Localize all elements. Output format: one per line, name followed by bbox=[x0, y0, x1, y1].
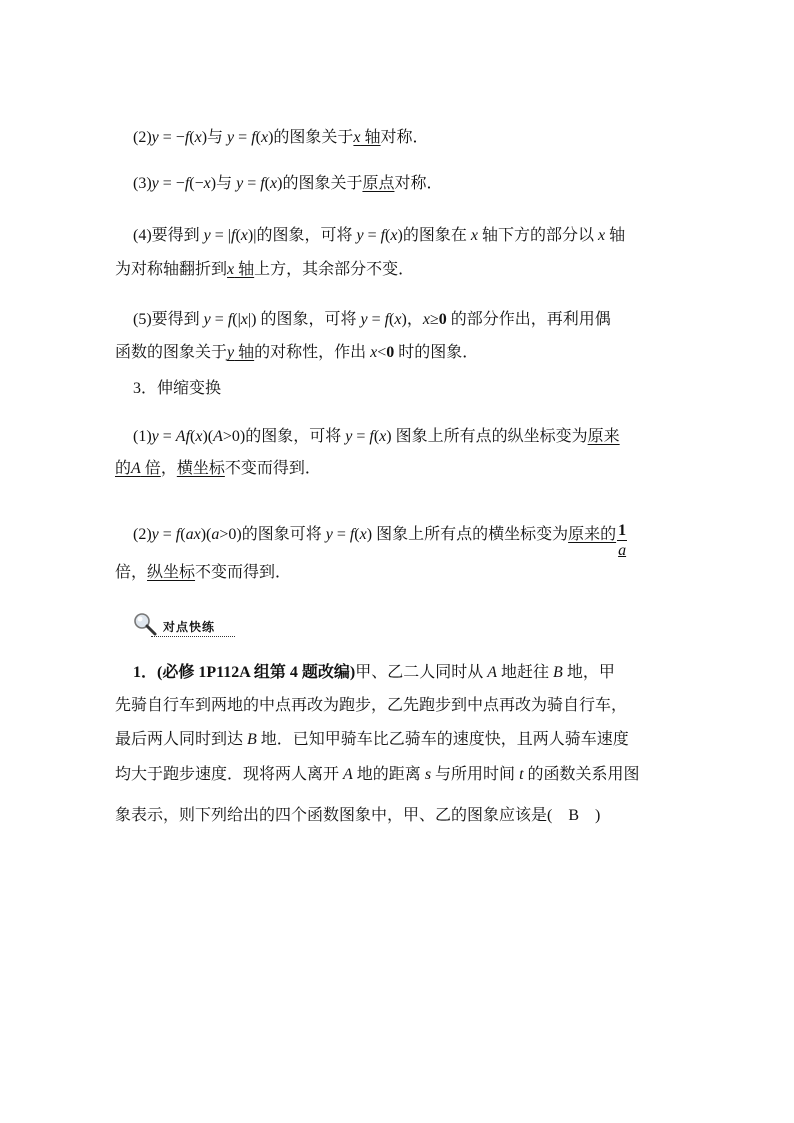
text-segment: = bbox=[367, 311, 385, 328]
text-segment: B bbox=[247, 731, 257, 748]
text-segment: x bbox=[195, 428, 203, 445]
text-segment: (3) bbox=[133, 175, 152, 192]
text-segment: x bbox=[370, 344, 378, 361]
text-segment: = bbox=[234, 129, 252, 146]
underlined-answer: 原点 bbox=[362, 175, 395, 192]
text-line bbox=[115, 696, 627, 716]
text-segment: ( bbox=[235, 227, 241, 244]
text-segment: s bbox=[424, 766, 432, 783]
text-segment: A bbox=[487, 664, 498, 681]
text-line bbox=[133, 128, 429, 148]
practice-divider bbox=[151, 636, 235, 637]
text-segment: x bbox=[270, 175, 278, 192]
text-segment: y bbox=[151, 526, 159, 544]
text-segment: 不变而得到． bbox=[224, 460, 321, 477]
underlined-answer: 倍 bbox=[140, 460, 161, 477]
text-line bbox=[115, 806, 600, 826]
fraction bbox=[617, 522, 627, 561]
text-line bbox=[115, 730, 629, 750]
text-line bbox=[115, 765, 640, 785]
underlined-answer: 原来的 bbox=[568, 526, 617, 544]
text-segment: = bbox=[363, 227, 381, 244]
text-segment: x bbox=[470, 227, 478, 244]
text-segment: < bbox=[377, 344, 387, 361]
text-segment: f bbox=[227, 311, 233, 328]
text-segment: 甲、乙二人同时从 bbox=[355, 664, 488, 681]
text-segment: f bbox=[251, 129, 256, 146]
text-segment: y bbox=[325, 526, 333, 544]
text-segment: = bbox=[158, 428, 176, 445]
text-segment: 的函数关系用图 bbox=[523, 766, 640, 783]
text-segment: 3．伸缩变换 bbox=[133, 380, 222, 397]
text-segment: 倍 bbox=[115, 564, 132, 581]
text-segment: ( bbox=[190, 428, 196, 445]
text-segment: x bbox=[203, 175, 211, 192]
text-segment: ) 图象上所有点的横坐标变为 bbox=[366, 526, 569, 544]
text-segment: 上方，其余部分不变． bbox=[254, 261, 415, 278]
underlined-answer: 轴 bbox=[234, 344, 255, 361]
text-segment: 先骑自行车到两地的中点再改为跑步，乙先跑步到中点再改为骑自行车， bbox=[115, 697, 628, 714]
text-segment: ( bbox=[264, 175, 270, 192]
text-segment: 象表示，则下列给出的四个函数图象中，甲、乙的图象应该是( B ) bbox=[115, 807, 601, 824]
text-segment: 1．(必修 1P112A 组第 4 题改编) bbox=[133, 664, 356, 681]
text-segment: 函数的图象关于 bbox=[115, 344, 228, 361]
text-segment: B bbox=[553, 664, 563, 681]
text-segment: = bbox=[332, 526, 350, 544]
text-segment: A bbox=[343, 766, 353, 783]
magnifier-icon bbox=[133, 612, 159, 636]
text-segment: ( bbox=[385, 227, 391, 244]
text-segment: y bbox=[236, 175, 244, 192]
text-segment: |) 的图象，可将 bbox=[247, 311, 361, 328]
text-segment: t bbox=[519, 766, 524, 783]
text-segment: f bbox=[349, 526, 355, 544]
text-segment: x bbox=[240, 311, 248, 328]
fraction-denominator: a bbox=[618, 542, 627, 559]
text-segment: ≥ bbox=[429, 311, 439, 328]
text-segment: y bbox=[227, 129, 235, 146]
text-segment: x bbox=[240, 227, 248, 244]
underlined-answer: 原来 bbox=[587, 428, 620, 445]
text-line bbox=[133, 663, 615, 683]
text-segment: f bbox=[369, 428, 374, 445]
text-segment: ， bbox=[160, 460, 177, 477]
underlined-answer: 的 bbox=[115, 460, 132, 477]
text-segment: y bbox=[203, 227, 211, 244]
text-segment: ( bbox=[354, 526, 360, 544]
text-segment: 地赶往 bbox=[497, 664, 554, 681]
fraction-numerator: 1 bbox=[618, 522, 627, 539]
underlined-answer: x bbox=[227, 261, 235, 278]
text-segment: (2) bbox=[133, 526, 152, 544]
text-segment: x bbox=[359, 526, 367, 544]
text-segment: ( bbox=[389, 311, 395, 328]
underlined-answer: 轴 bbox=[360, 129, 381, 146]
text-segment: 时的图象． bbox=[394, 344, 479, 361]
text-segment: y bbox=[356, 227, 364, 244]
text-segment: )的图象在 bbox=[397, 227, 471, 244]
text-segment: 0 bbox=[386, 344, 395, 361]
text-line bbox=[115, 343, 478, 363]
text-segment: a bbox=[211, 526, 220, 544]
underlined-answer: 纵坐标 bbox=[147, 564, 196, 581]
text-segment: (− bbox=[189, 175, 204, 192]
text-segment: ax bbox=[185, 526, 201, 544]
text-segment: x bbox=[194, 129, 202, 146]
text-line bbox=[133, 516, 627, 559]
text-line bbox=[133, 427, 620, 447]
underlined-answer: y bbox=[227, 344, 235, 361]
text-segment: )的图象关于 bbox=[268, 129, 354, 146]
text-segment: = − bbox=[158, 175, 185, 192]
text-segment: = | bbox=[210, 227, 232, 244]
text-segment: = bbox=[243, 175, 261, 192]
text-segment: )( bbox=[200, 526, 212, 544]
text-segment: ) 图象上所有点的纵坐标变为 bbox=[386, 428, 588, 445]
text-segment: f bbox=[384, 311, 390, 328]
text-segment: >0)的图象，可将 bbox=[222, 428, 346, 445]
text-segment: 地．已知甲骑车比乙骑车的速度快，且两人骑车速度 bbox=[256, 731, 629, 748]
text-segment: y bbox=[151, 428, 159, 445]
text-segment: x bbox=[390, 227, 398, 244]
text-segment: Af bbox=[175, 428, 191, 445]
text-segment: f bbox=[231, 227, 236, 244]
text-line bbox=[115, 260, 414, 280]
text-segment: y bbox=[151, 129, 159, 146]
text-segment: 的对称性，作出 bbox=[254, 344, 371, 361]
text-segment: = bbox=[210, 311, 228, 328]
text-segment: 不变而得到． bbox=[195, 564, 292, 581]
text-segment: )|的图象，可将 bbox=[247, 227, 357, 244]
text-segment: x bbox=[597, 227, 606, 244]
text-segment: ( bbox=[189, 129, 195, 146]
text-segment: 对称． bbox=[394, 175, 443, 192]
text-segment: (5)要得到 bbox=[133, 311, 204, 328]
text-segment: = − bbox=[158, 129, 185, 146]
text-segment: 均大于跑步速度．现将两人离开 bbox=[115, 766, 344, 783]
text-segment: x bbox=[260, 129, 269, 146]
text-segment: f bbox=[260, 175, 265, 192]
text-segment: ( bbox=[373, 428, 380, 445]
text-line bbox=[133, 379, 221, 399]
practice-label: 对点快练 bbox=[163, 620, 216, 634]
underlined-answer: 轴 bbox=[234, 261, 255, 278]
text-line bbox=[115, 459, 321, 479]
text-segment: ( bbox=[255, 129, 261, 146]
text-segment: y bbox=[360, 311, 368, 328]
text-segment: ， bbox=[131, 564, 148, 581]
text-segment: A bbox=[213, 428, 223, 445]
text-segment: )( bbox=[202, 428, 214, 445]
text-segment: >0)的图象可将 bbox=[219, 526, 326, 544]
text-line bbox=[115, 563, 291, 583]
underlined-answer: x bbox=[353, 129, 361, 146]
text-segment: 为对称轴翻折到 bbox=[115, 261, 228, 278]
text-segment: 地的距离 bbox=[352, 766, 425, 783]
text-segment: x bbox=[379, 428, 387, 445]
text-segment: = bbox=[352, 428, 370, 445]
text-segment: )与 bbox=[201, 129, 228, 146]
text-line bbox=[133, 174, 442, 194]
text-segment: 0 bbox=[438, 311, 447, 328]
text-segment: 最后两人同时到达 bbox=[115, 731, 248, 748]
underlined-answer: 横坐标 bbox=[176, 460, 225, 477]
text-segment: f bbox=[184, 129, 190, 146]
text-segment: 的部分作出，再利用偶 bbox=[446, 311, 611, 328]
text-segment: 轴 bbox=[605, 227, 626, 244]
text-segment: 地，甲 bbox=[562, 664, 615, 681]
text-segment: )的图象关于 bbox=[277, 175, 363, 192]
practice-header bbox=[133, 612, 233, 636]
text-segment: y bbox=[151, 175, 159, 192]
text-segment: (4)要得到 bbox=[133, 227, 204, 244]
text-segment: y bbox=[345, 428, 353, 445]
text-segment: )与 bbox=[210, 175, 237, 192]
text-segment: f bbox=[380, 227, 386, 244]
text-segment: (2) bbox=[133, 129, 152, 146]
text-segment: 与所用时间 bbox=[431, 766, 520, 783]
text-segment: 轴下方的部分以 bbox=[477, 227, 598, 244]
text-line bbox=[133, 226, 625, 246]
underlined-answer: A bbox=[131, 460, 141, 477]
text-segment: f bbox=[184, 175, 190, 192]
text-segment: (| bbox=[232, 311, 241, 328]
text-segment: 对称． bbox=[380, 129, 429, 146]
text-segment: x bbox=[422, 311, 430, 328]
text-line bbox=[133, 310, 611, 330]
text-segment: y bbox=[203, 311, 211, 328]
text-segment: )， bbox=[401, 311, 423, 328]
text-segment: ( bbox=[180, 526, 186, 544]
text-segment: x bbox=[394, 311, 402, 328]
text-segment: = bbox=[158, 526, 176, 544]
text-segment: (1) bbox=[133, 428, 152, 445]
text-segment: f bbox=[175, 526, 181, 544]
